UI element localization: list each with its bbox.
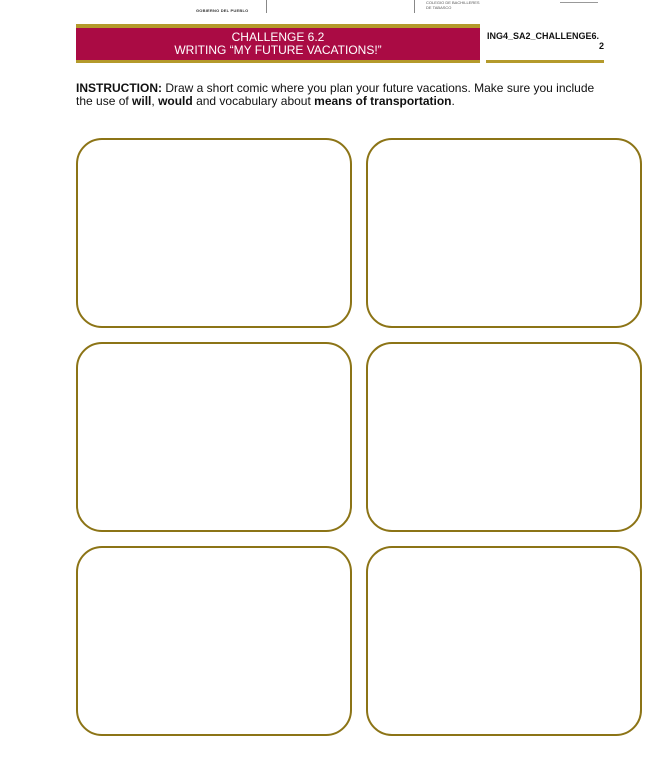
activity-code-line1: ING4_SA2_CHALLENGE6. bbox=[487, 31, 600, 41]
challenge-title bbox=[76, 28, 480, 60]
comic-panel-6[interactable] bbox=[366, 546, 642, 736]
activity-code-line2: 2 bbox=[598, 41, 604, 51]
comic-panel-3[interactable] bbox=[76, 342, 352, 532]
cobach-caption-line1: COLEGIO DE BACHILLERES bbox=[426, 0, 480, 5]
activity-code bbox=[487, 31, 604, 51]
comic-panel-5[interactable] bbox=[76, 546, 352, 736]
logo-divider bbox=[414, 0, 415, 13]
instruction-part: , bbox=[151, 94, 159, 108]
signature-mark bbox=[560, 0, 598, 3]
instruction-part: Draw a short comic where you plan your future vacations. Make sure you include the use of bbox=[76, 81, 595, 108]
keyword-would: would bbox=[158, 94, 193, 108]
instruction-part: . bbox=[451, 94, 455, 108]
government-caption: GOBIERNO DEL PUEBLO bbox=[196, 8, 249, 13]
government-logo bbox=[196, 0, 258, 8]
title-bottom-rule bbox=[76, 60, 480, 63]
comic-panel-4[interactable] bbox=[366, 342, 642, 532]
keyword-transportation: means of transportation bbox=[314, 94, 452, 108]
comic-panel-1[interactable] bbox=[76, 138, 352, 328]
instruction-part: and vocabulary about bbox=[192, 94, 315, 108]
challenge-number: CHALLENGE 6.2 bbox=[231, 30, 325, 44]
comic-panel-2[interactable] bbox=[366, 138, 642, 328]
challenge-name: WRITING “MY FUTURE VACATIONS!” bbox=[174, 43, 382, 57]
cobach-caption-line2: DE TABASCO bbox=[426, 5, 452, 10]
keyword-will: will bbox=[132, 94, 152, 108]
logo-strip bbox=[0, 0, 657, 16]
cobach-caption bbox=[426, 0, 480, 10]
code-underline bbox=[486, 60, 604, 63]
logo-divider bbox=[266, 0, 267, 13]
instruction-label: INSTRUCTION: bbox=[76, 81, 162, 95]
instruction-text bbox=[76, 82, 606, 108]
